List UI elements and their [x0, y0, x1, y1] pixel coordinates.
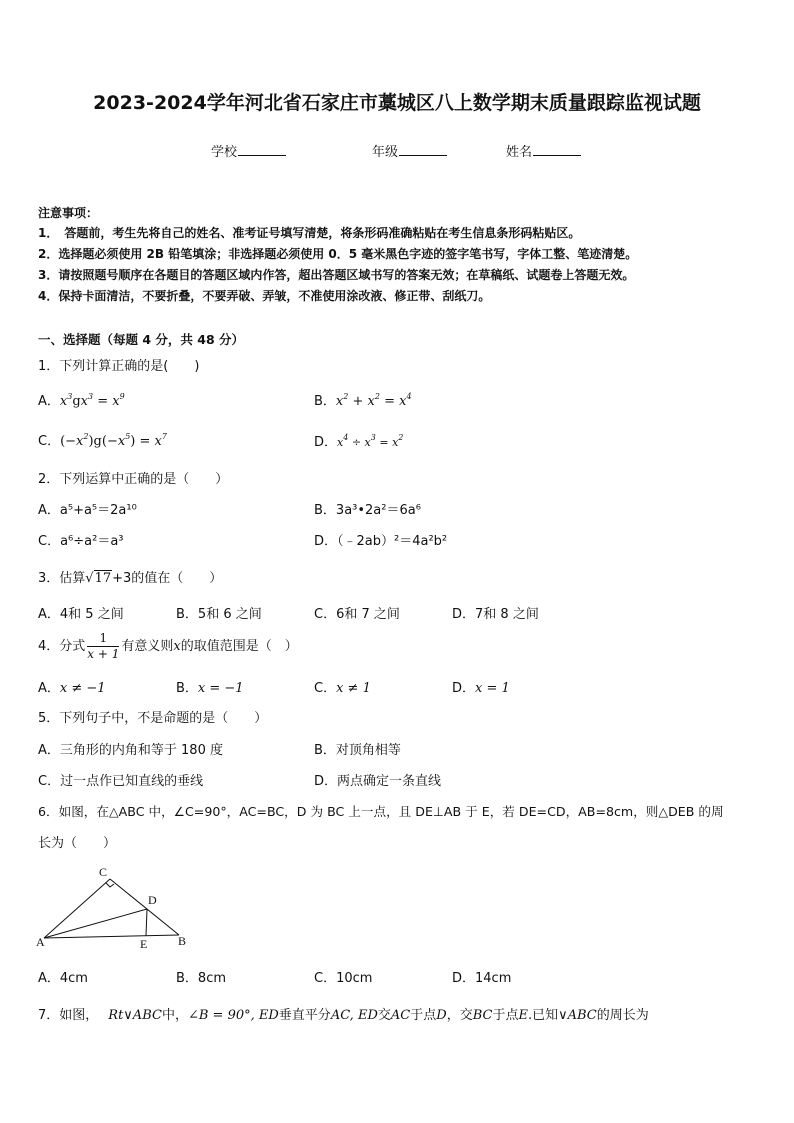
q4-fraction: $\frac{1}{x + 1}$	[87, 631, 120, 661]
q6-option-c[interactable]: C．10cm	[314, 971, 373, 986]
q4-option-a[interactable]: A．x ≠ −1	[38, 681, 106, 696]
school-label: 学校	[211, 145, 238, 160]
name-label: 姓名	[506, 145, 533, 160]
question-6-stem-line1: 6．如图，在△ABC 中，∠C=90°，AC=BC，D 为 BC 上一点，且 DE⊥AB 于 E，若 DE=CD，AB=8cm，则△DEB 的周	[38, 804, 724, 819]
name-field[interactable]	[506, 141, 581, 160]
right-angle-mark-c	[106, 883, 114, 887]
note-item: 3．请按照题号顺序在各题目的答题区域内作答，超出答题区域书写的答案无效；在草稿纸、试题卷上答题无效。	[38, 268, 635, 282]
notes-heading: 注意事项：	[38, 206, 99, 220]
q5-option-a[interactable]: A．三角形的内角和等于 180 度	[38, 743, 223, 758]
q1-option-d[interactable]: D．$x^4 \div x^3 = x^2$	[314, 433, 404, 450]
q3-radicand: 17	[94, 571, 112, 586]
school-field[interactable]	[211, 141, 286, 160]
note-item: 1． 答题前，考生先将自己的姓名、准考证号填写清楚，将条形码准确粘贴在考生信息条形码粘贴区。	[38, 226, 581, 240]
question-4-stem: 4．分式 $\frac{1}{x + 1}$ 有意义则x的取值范围是（ ）	[38, 631, 298, 661]
question-2-stem: 2．下列运算中正确的是（ ）	[38, 472, 229, 487]
note-item: 4．保持卡面清洁，不要折叠，不要弄破、弄皱，不准使用涂改液、修正带、刮纸刀。	[38, 289, 491, 303]
question-3-stem: 3．估算√17+3的值在（ ）	[38, 571, 223, 586]
q4-option-c[interactable]: C．x ≠ 1	[314, 681, 371, 696]
label-a: A	[36, 935, 45, 949]
segment-de	[146, 909, 147, 936]
segment-ad	[44, 909, 147, 938]
q2-option-d[interactable]: D．（﹣2ab）²＝4a²b²	[314, 534, 448, 549]
school-blank[interactable]	[238, 143, 286, 156]
q6-option-a[interactable]: A．4cm	[38, 971, 88, 986]
q6-option-d[interactable]: D．14cm	[452, 971, 512, 986]
q2-option-a[interactable]: A．a⁵+a⁵＝2a¹⁰	[38, 503, 137, 518]
q1-option-a[interactable]: A．$x^3gx^3 = x^9$	[38, 392, 125, 409]
note-item: 2．选择题必须使用 2B 铅笔填涂；非选择题必须使用 0．5 毫米黑色字迹的签字笔书写，字体工整、笔迹清楚。	[38, 247, 638, 261]
q3-option-b[interactable]: B．5和 6 之间	[176, 607, 262, 622]
label-b: B	[178, 934, 187, 948]
edge-cb	[110, 879, 179, 935]
label-c: C	[99, 865, 108, 879]
q1-option-c[interactable]: C．$(-x^2)g(-x^5) = x^7$	[38, 432, 167, 449]
q5-option-c[interactable]: C．过一点作已知直线的垂线	[38, 774, 204, 789]
edge-ab	[44, 935, 179, 938]
q4-option-d[interactable]: D．x = 1	[452, 681, 510, 696]
q5-option-d[interactable]: D．两点确定一条直线	[314, 774, 442, 789]
question-7-stem: 7．如图， Rt∨ABC中，∠B = 90°, ED垂直平分AC, ED交AC于点D，交BC于点E.已知∨ABC的周长为	[38, 1008, 649, 1023]
q2-option-c[interactable]: C．a⁶÷a²＝a³	[38, 534, 124, 549]
question-1-stem: 1．下列计算正确的是( )	[38, 359, 200, 374]
question-5-stem: 5．下列句子中，不是命题的是（ ）	[38, 711, 268, 726]
label-e: E	[140, 937, 148, 951]
page-title: 2023-2024学年河北省石家庄市藁城区八上数学期末质量跟踪监视试题	[93, 92, 701, 114]
q1-option-b[interactable]: B．$x^2 + x^2 = x^4$	[314, 392, 412, 409]
q2-option-b[interactable]: B．3a³•2a²＝6a⁶	[314, 503, 421, 518]
triangle-figure	[34, 862, 194, 952]
q3-option-a[interactable]: A．4和 5 之间	[38, 607, 124, 622]
grade-label: 年级	[372, 145, 399, 160]
q3-option-d[interactable]: D．7和 8 之间	[452, 607, 539, 622]
q3-option-c[interactable]: C．6和 7 之间	[314, 607, 400, 622]
grade-field[interactable]	[372, 141, 447, 160]
q6-option-b[interactable]: B．8cm	[176, 971, 227, 986]
name-blank[interactable]	[533, 143, 581, 156]
q5-option-b[interactable]: B．对顶角相等	[314, 743, 401, 758]
question-6-stem-line2: 长为（ ）	[38, 836, 117, 851]
q4-option-b[interactable]: B．x = −1	[176, 681, 244, 696]
grade-blank[interactable]	[399, 143, 447, 156]
label-d: D	[148, 893, 157, 907]
section-heading: 一、选择题（每题 4 分，共 48 分）	[38, 332, 245, 347]
